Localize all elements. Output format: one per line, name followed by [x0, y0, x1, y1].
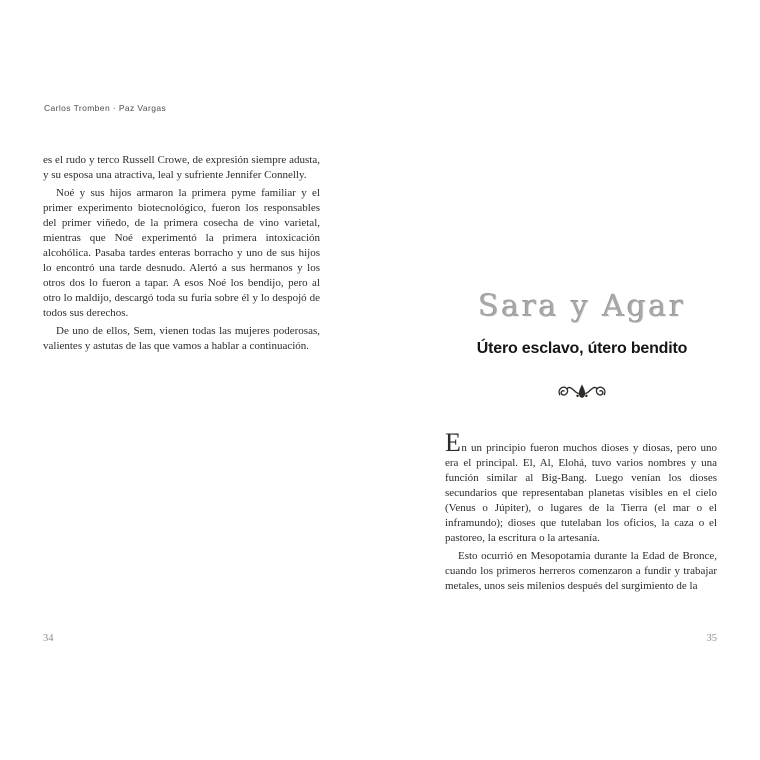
page-number-left: 34 [43, 633, 54, 644]
chapter-subtitle: Útero esclavo, útero bendito [476, 340, 688, 357]
chapter-ornament [445, 381, 719, 407]
page-number-right: 35 [706, 633, 717, 644]
left-page-body [43, 153, 320, 354]
right-page-body [445, 428, 717, 594]
opening-paragraph-text: n un principio fueron muchos dioses y diosas, pero uno era el principal. El, Al, Elohá, tuvo varios nombres y una función similar al Big-Bang. Luego venían los dioses secundarios que representaban planetas visibles en el cielo (Venus o Júpiter), o lugares de la Tierra (el mar o el inframundo); dioses que tutelaban los oficios, la caza o el pastoreo, la escritura o la artesanía. [445, 442, 717, 544]
paragraph [445, 428, 717, 546]
drop-cap-initial: E [445, 428, 462, 457]
paragraph: Noé y sus hijos armaron la primera pyme familiar y el primer experimento biotecnológico, fueron los responsables del primer viñedo, de la primera cosecha de vino varietal, mientras que Noé experimentó la primera intoxicación alcohólica. Pasaba tardes enteras borracho y uno de sus hijos lo encontró una tarde desnudo. Alertó a sus hermanos y los otros dos lo fueron a tapar. A esos Noé los bendijo, pero al otro lo maldijo, descargó toda su furia sobre él y lo despojó de todos sus derechos. [43, 187, 320, 319]
paragraph: es el rudo y terco Russell Crowe, de expresión siempre adusta, y su esposa una atractiva, leal y sufriente Jennifer Connelly. [43, 154, 320, 181]
running-header: Carlos Tromben · Paz Vargas [44, 103, 167, 113]
paragraph: De uno de ellos, Sem, vienen todas las mujeres poderosas, valientes y astutas de las que vamos a hablar a continuación. [43, 325, 320, 352]
paragraph: Esto ocurrió en Mesopotamia durante la Edad de Bronce, cuando los primeros herreros comenzaron a fundir y trabajar metales, unos seis milenios después del surgimiento de la [445, 550, 717, 592]
scroll-fleuron-icon [556, 389, 608, 406]
chapter-title: Sara y Agar [478, 289, 686, 324]
